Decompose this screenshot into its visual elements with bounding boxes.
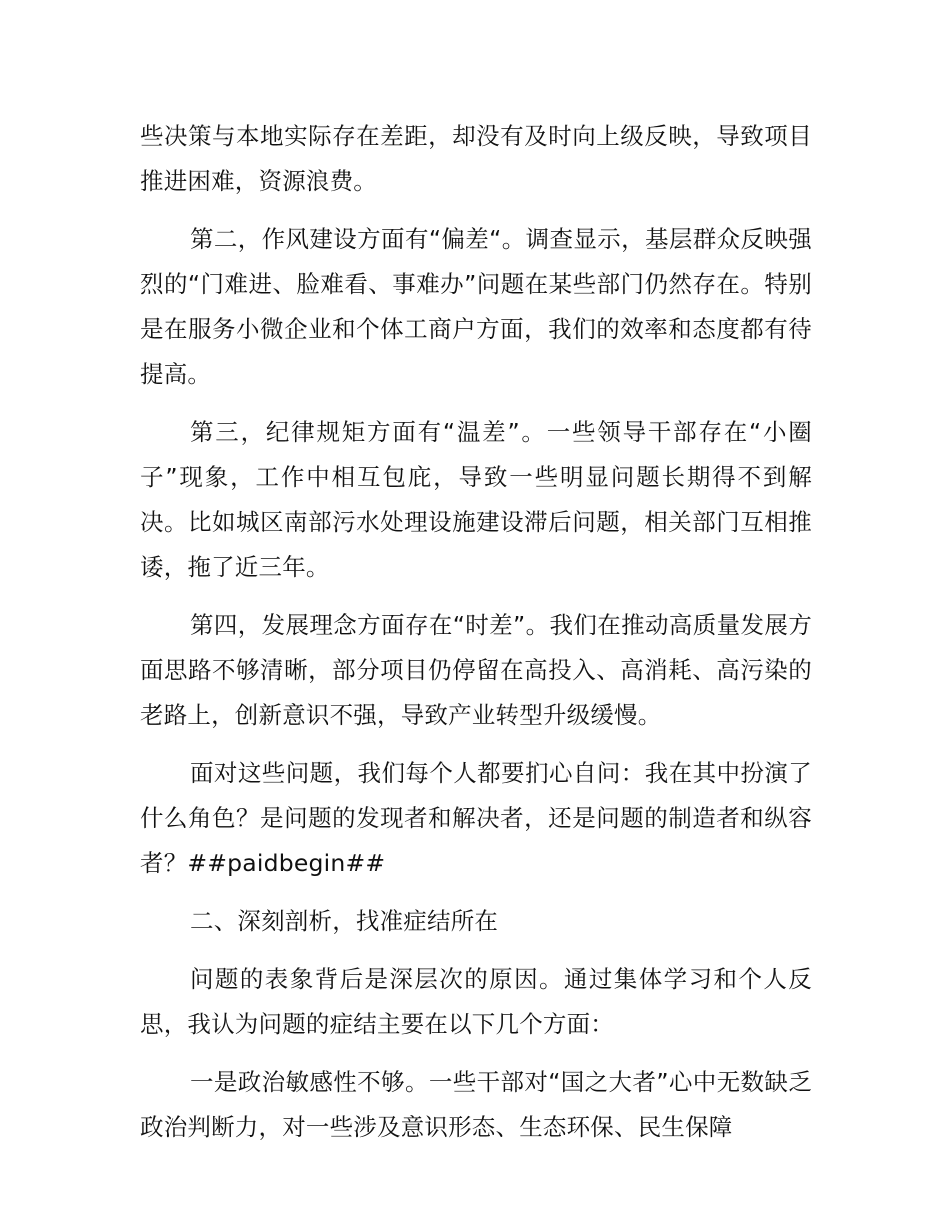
document-page	[140, 114, 812, 1163]
paragraph-third-point: 第三，纪律规矩方面有“温差”。一些领导干部存在“小圈子”现象，工作中相互包庇，导致一些明显问题长期得不到解决。比如城区南部污水处理设施建设滞后问题，相关部门互相推诿，拖了近三年。	[140, 418, 812, 581]
paragraph-analysis-intro: 问题的表象背后是深层次的原因。通过集体学习和个人反思，我认为问题的症结主要在以下几个方面：	[140, 965, 812, 1038]
paragraph-continuation: 些决策与本地实际存在差距，却没有及时向上级反映，导致项目推进困难，资源浪费。	[140, 122, 812, 195]
paragraph-second-point: 第二，作风建设方面有“偏差“。调查显示，基层群众反映强烈的“门难进、脸难看、事难办”问题在某些部门仍然存在。特别是在服务小微企业和个体工商户方面，我们的效率和态度都有待提高。	[140, 225, 812, 388]
paragraph-first-cause: 一是政治敏感性不够。一些干部对“国之大者”心中无数缺乏政治判断力，对一些涉及意识形态、生态环保、民生保障	[140, 1068, 812, 1141]
section-heading: 二、深刻剖析，找准症结所在	[190, 907, 499, 935]
paragraph-reflection: 面对这些问题，我们每个人都要扪心自问：我在其中扮演了什么角色？是问题的发现者和解决者，还是问题的制造者和纵容者？##paidbegin##	[140, 759, 812, 877]
paragraph-fourth-point: 第四，发展理念方面存在“时差”。我们在推动高质量发展方面思路不够清晰，部分项目仍停留在高投入、高消耗、高污染的老路上，创新意识不强，导致产业转型升级缓慢。	[140, 611, 812, 729]
